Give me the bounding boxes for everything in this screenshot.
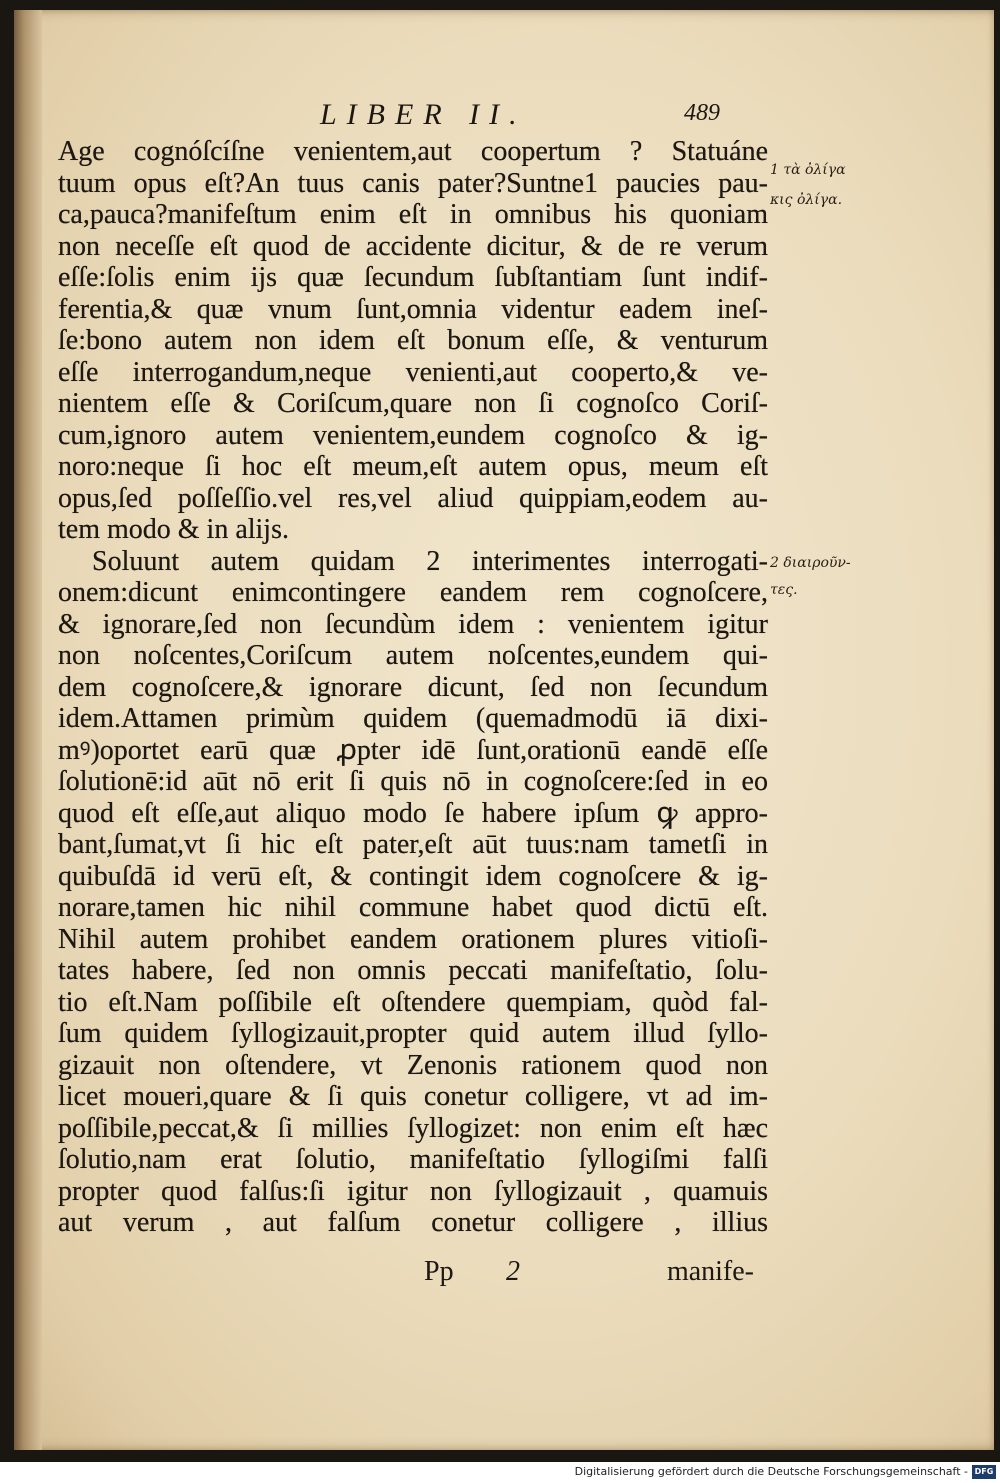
text-line: ſolutionē:id aūt nō erit ſi quis nō in cognoſcere:ſed in eo <box>58 766 768 797</box>
text-line: dem cognoſcere,& ignorare dicunt, ſed non ſecundum <box>58 671 768 703</box>
text-line-paragraph-start: Soluunt autem quidam 2 interimentes interrogati- <box>92 545 768 577</box>
text-line: ſolutio,nam erat ſolutio, manifeſtatio ſyllogiſmi falſi <box>58 1144 768 1175</box>
text-line: eſſe interrogandum,neque venienti,aut cooperto,& ve- <box>58 356 768 388</box>
text-line: licet moueri,quare & ſi quis conetur colligere, vt ad im- <box>58 1081 768 1112</box>
dfg-logo-icon: DFG <box>972 1465 996 1479</box>
text-line: tem modo & in alijs. <box>58 514 289 545</box>
text-line: non neceſſe eſt quod de accidente dicitur, & de re verum <box>58 230 768 262</box>
text-line: quod eſt eſſe,aut aliquo modo ſe habere ipſum ꝙ appro- <box>58 797 768 829</box>
text-line: ferentia,& quæ vnum ſunt,omnia videntur eadem ineſ- <box>58 293 768 325</box>
binding-gutter <box>14 10 42 1450</box>
marginal-note-2-line-1: 2 διαιροῦν- <box>770 555 851 571</box>
catchword: manife- <box>666 1256 754 1287</box>
text-line: tio eſt.Nam poſſibile eſt oſtendere quempiam, quòd fal- <box>58 986 768 1018</box>
text-line: Nihil autem prohibet eandem orationem plures vitioſi- <box>58 923 768 955</box>
running-head <box>300 98 720 138</box>
text-line: & ignorare,ſed non ſecundùm idem : venientem igitur <box>58 608 768 640</box>
signature-mark: Pp <box>424 1256 454 1287</box>
body-text <box>58 136 768 1239</box>
text-line: cum,ignoro autem venientem,eundem cognoſco & ig- <box>58 419 768 451</box>
text-line: tuum opus eſt?An tuus canis pater?Suntne1 paucies pau- <box>58 167 768 199</box>
text-line: non noſcentes,Coriſcum autem noſcentes,eundem qui- <box>58 640 768 671</box>
text-line: onem:dicunt enimcontingere eandem rem cognoſcere, <box>58 577 768 608</box>
text-line: mꝰ)oportet earū quæ ꝓpter idē ſunt,orationū eandē eſſe <box>58 734 768 766</box>
running-title: LIBER II. <box>320 98 527 131</box>
text-line: ſe:bono autem non idem eſt bonum eſſe, & venturum <box>58 325 768 356</box>
signature-line <box>58 1256 768 1290</box>
text-line: aut verum , aut falſum conetur colligere , illius <box>58 1207 768 1238</box>
text-line: ſum quidem ſyllogizauit,propter quid autem illud ſyllo- <box>58 1018 768 1049</box>
text-line: norare,tamen hic nihil commune habet quod dictū eſt. <box>58 892 768 923</box>
signature-number: 2 <box>506 1256 520 1287</box>
text-line: eſſe:ſolis enim ijs quæ ſecundum ſubſtantiam ſunt indif- <box>58 262 768 293</box>
marginal-note-1-line-1: 1 τὰ ὀλίγα <box>770 162 846 178</box>
marginal-note-2-line-2: τες. <box>770 582 798 598</box>
text-line: bant,ſumat,vt ſi hic eſt pater,eſt aūt tuus:nam tametſi in <box>58 829 768 860</box>
marginal-note-1-line-2: κις ὀλίγα. <box>770 192 843 208</box>
text-line: quibuſdā id verū eſt, & contingit idem cognoſcere & ig- <box>58 860 768 892</box>
text-line: idem.Attamen primùm quidem (quemadmodū iā dixi- <box>58 703 768 734</box>
text-line: propter quod falſus:ſi igitur non ſyllogizauit , quamuis <box>58 1175 768 1207</box>
text-line: opus,ſed poſſeſſio.vel res,vel aliud quippiam,eodem au- <box>58 482 768 514</box>
text-line: tates habere, ſed non omnis peccati manifeſtatio, ſolu- <box>58 955 768 986</box>
footer-credit: Digitalisierung gefördert durch die Deutsche Forschungsgemeinschaft - <box>574 1465 968 1478</box>
folio-number: 489 <box>684 100 720 126</box>
text-line: Age cognóſcíſne venientem,aut coopertum ? Statuáne <box>58 136 768 167</box>
text-line: nientem eſſe & Coriſcum,quare non ſi cognoſco Coriſ- <box>58 388 768 419</box>
text-line: ca,pauca?manifeſtum enim eſt in omnibus his quoniam <box>58 199 768 230</box>
footer-bar <box>0 1462 1000 1483</box>
text-line: gizauit non oſtendere, vt Zenonis rationem quod non <box>58 1049 768 1081</box>
text-line: poſſibile,peccat,& ſi millies ſyllogizet: non enim eſt hæc <box>58 1112 768 1144</box>
text-line: noro:neque ſi hoc eſt meum,eſt autem opus, meum eſt <box>58 451 768 482</box>
